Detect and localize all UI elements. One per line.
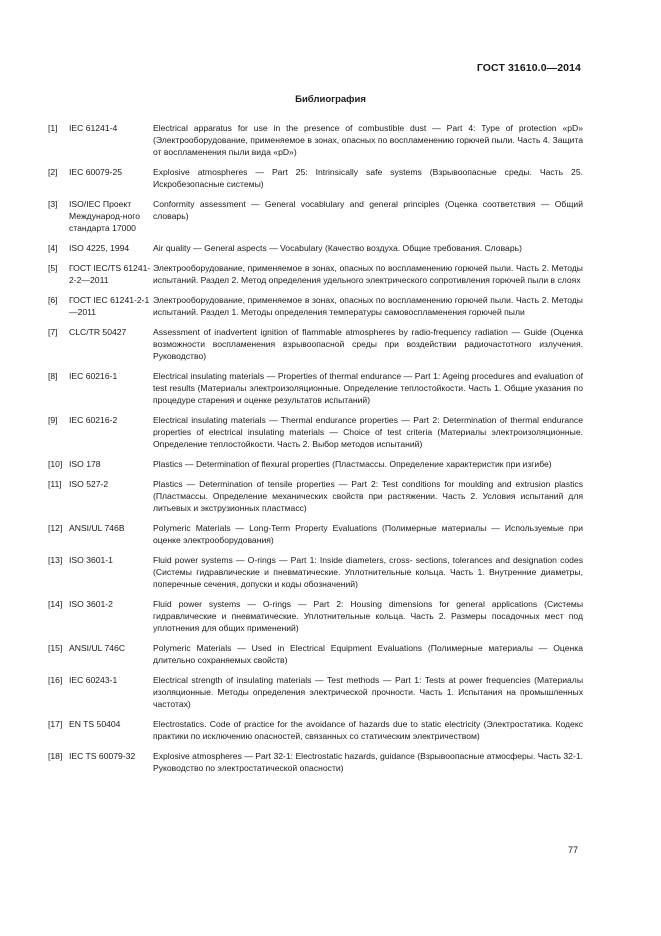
entry-title: Электрооборудование, применяемое в зонах, опасных по воспламенению горючей пыли. Часть 2. Методы испытаний. Раздел 1. Методы определения температуры самовоспламенения горючей пыли <box>153 294 583 317</box>
entry-standard-code: ISO 178 <box>69 458 101 469</box>
entry-number: [18] <box>48 750 63 761</box>
entry-standard-code: IEC 60079-25 <box>69 167 123 178</box>
entry-number: [15] <box>48 642 63 653</box>
entry-standard-code: ISO 3601-1 <box>69 554 113 565</box>
entry-title: Explosive atmospheres — Part 25: Intrinsically safe systems (Взрывоопасные среды. Часть 25. Искробезопасные системы) <box>153 167 583 190</box>
entry-title: Electrostatics. Code of practice for the avoidance of hazards due to static electricity (Электростатика. Кодекс практики по исключению опасностей, связанных со статическим электричеством) <box>153 718 583 742</box>
bibliography-entry <box>48 370 583 407</box>
entry-title: Polymeric Materials — Long-Term Property Evaluations (Полимерные материалы — Используемые при оценке электрооборудования) <box>153 522 583 545</box>
entry-title: Explosive atmospheres — Part 32-1: Electrostatic hazards, guidance (Взрывоопасные атмосферы. Часть 32-1. Руководство по электростатической опасности) <box>153 750 583 774</box>
entry-standard-code: ANSI/UL 746C <box>69 642 126 653</box>
entry-standard-code: CLC/TR 50427 <box>69 326 127 337</box>
entry-title: Fluid power systems — O-rings — Part 2: Housing dimensions for general applications (Системы гидравлические и пневматические. Уплотнительные кольца. Часть 2. Размеры посадочных мест под уплотнения для общих применений) <box>153 598 583 634</box>
entry-number: [5] <box>48 262 58 273</box>
bibliography-entry <box>48 198 583 235</box>
bibliography-entry <box>48 554 583 591</box>
entry-number: [9] <box>48 414 58 425</box>
entry-standard-code: IEC 60216-1 <box>69 370 118 381</box>
document-header: ГОСТ 31610.0—2014 <box>476 62 581 74</box>
entry-number: [14] <box>48 598 63 609</box>
entry-standard-code: ISO/IEC Проект Международ-ного стандарта 17000 <box>69 199 141 234</box>
entry-standard-code: ISO 4225, 1994 <box>69 243 130 254</box>
entry-number: [1] <box>48 123 58 133</box>
entry-title: Air quality — General aspects — Vocabulary (Качество воздуха. Общие требования. Словарь) <box>153 243 522 254</box>
entry-number: [8] <box>48 370 58 381</box>
bibliography-entry <box>48 718 583 742</box>
bibliography-entry <box>48 478 583 515</box>
entry-standard-code: IEC 60243-1 <box>69 674 118 685</box>
bibliography-entry <box>48 122 583 159</box>
bibliography-entry <box>48 414 583 451</box>
entry-standard-code: ANSI/UL 746B <box>69 522 125 533</box>
entry-number: [7] <box>48 326 58 337</box>
page-number: 77 <box>567 845 578 855</box>
entry-title: Fluid power systems — O-rings — Part 1: Inside diameters, cross- sections, tolerances and designation codes (Системы гидравлические и пневматические. Уплотнительные кольца. Часть 1. Внутренние диаметры, поперечные сечения, допуски и коды обозначений) <box>153 554 583 590</box>
entry-standard-code: ISO 3601-2 <box>69 598 113 609</box>
bibliography-entry <box>48 458 583 470</box>
bibliography-list <box>48 122 583 782</box>
bibliography-entry <box>48 326 583 363</box>
bibliography-entry <box>48 294 583 318</box>
entry-number: [3] <box>48 199 58 210</box>
entry-standard-code: ГОСТ IEC/TS 61241-2-2—2011 <box>69 262 151 286</box>
entry-number: [13] <box>48 554 63 565</box>
entry-standard-code: IEC 60216-2 <box>69 414 118 425</box>
entry-title: Electrical insulating materials — Properties of thermal endurance — Part 1: Ageing procedures and evaluation of test results (Материалы электроизоляционные. Определение теплостойкости. Часть 1. Общие указания по процедуре старения и оценке результатов испытаний) <box>153 370 583 406</box>
entry-title: Electrical strength of insulating materials — Test methods — Part 1: Tests at power frequencies (Материалы изоляционные. Методы определения электрической прочности. Часть 1. Испытания на промышленных частотах) <box>153 674 583 710</box>
bibliography-entry <box>48 262 583 286</box>
entry-number: [17] <box>48 718 63 729</box>
entry-title: Assessment of inadvertent ignition of flammable atmospheres by radio-frequency radiation — Guide (Оценка возможности воспламенения взрывоопасной среды при воздействии радиочастотного излучения. Руководство) <box>153 326 583 362</box>
entry-title: Electrical apparatus for use in the presence of combustible dust — Part 4: Type of protection «pD» (Электрооборудование, применяемое в зонах, опасных по воспламенению горючей пыли. Часть 4. Защита от воспламенения пыли вида «pD») <box>153 123 583 158</box>
entry-number: [10] <box>48 458 63 469</box>
entry-title: Электрооборудование, применяемое в зонах, опасных по воспламенению горючей пыли. Часть 2. Методы испытаний. Раздел 2. Метод определения удельного электрического сопротивления горючей пыли в слоях <box>153 262 583 286</box>
entry-title: Plastics — Determination of tensile properties — Part 2: Test conditions for moulding and extrusion plastics (Пластмассы. Определение механических свойств при растяжении. Часть 2. Условия испытаний для литьевых и экструзионных пластмасс) <box>153 478 583 514</box>
bibliography-entry <box>48 242 583 254</box>
page-title: Библиография <box>295 94 366 105</box>
entry-number: [12] <box>48 522 63 533</box>
entry-number: [16] <box>48 674 63 685</box>
entry-title: Conformity assessment — General vocablulary and general principles (Оценка соответствия — Общий словарь) <box>153 199 583 222</box>
entry-standard-code: IEC 61241-4 <box>69 123 118 133</box>
entry-title: Polymeric Materials — Used in Electrical Equipment Evaluations (Полимерные материалы — Оценка длительно сохраняемых свойств) <box>153 642 583 666</box>
bibliography-entry <box>48 642 583 666</box>
entry-number: [4] <box>48 243 58 254</box>
entry-standard-code: ГОСТ IEC 61241-2-1—2011 <box>69 294 150 317</box>
entry-title: Plastics — Determination of flexural properties (Пластмассы. Определение характеристик при изгибе) <box>153 458 552 469</box>
bibliography-entry <box>48 166 583 190</box>
entry-standard-code: EN TS 50404 <box>69 718 121 729</box>
bibliography-entry <box>48 750 583 774</box>
bibliography-entry <box>48 598 583 635</box>
entry-number: [6] <box>48 294 58 305</box>
entry-standard-code: IEC TS 60079-32 <box>69 750 136 761</box>
bibliography-entry <box>48 674 583 711</box>
entry-number: [11] <box>48 478 62 489</box>
entry-number: [2] <box>48 167 58 178</box>
entry-title: Electrical insulating materials — Thermal endurance properties — Part 2: Determination of thermal endurance properties of electrical insulating materials — Choice of test criteria (Материалы электроизоляционные. Определение теплостойкости. Часть 2. Выбор методов испытаний) <box>153 414 583 450</box>
bibliography-entry <box>48 522 583 546</box>
entry-standard-code: ISO 527-2 <box>69 478 109 489</box>
